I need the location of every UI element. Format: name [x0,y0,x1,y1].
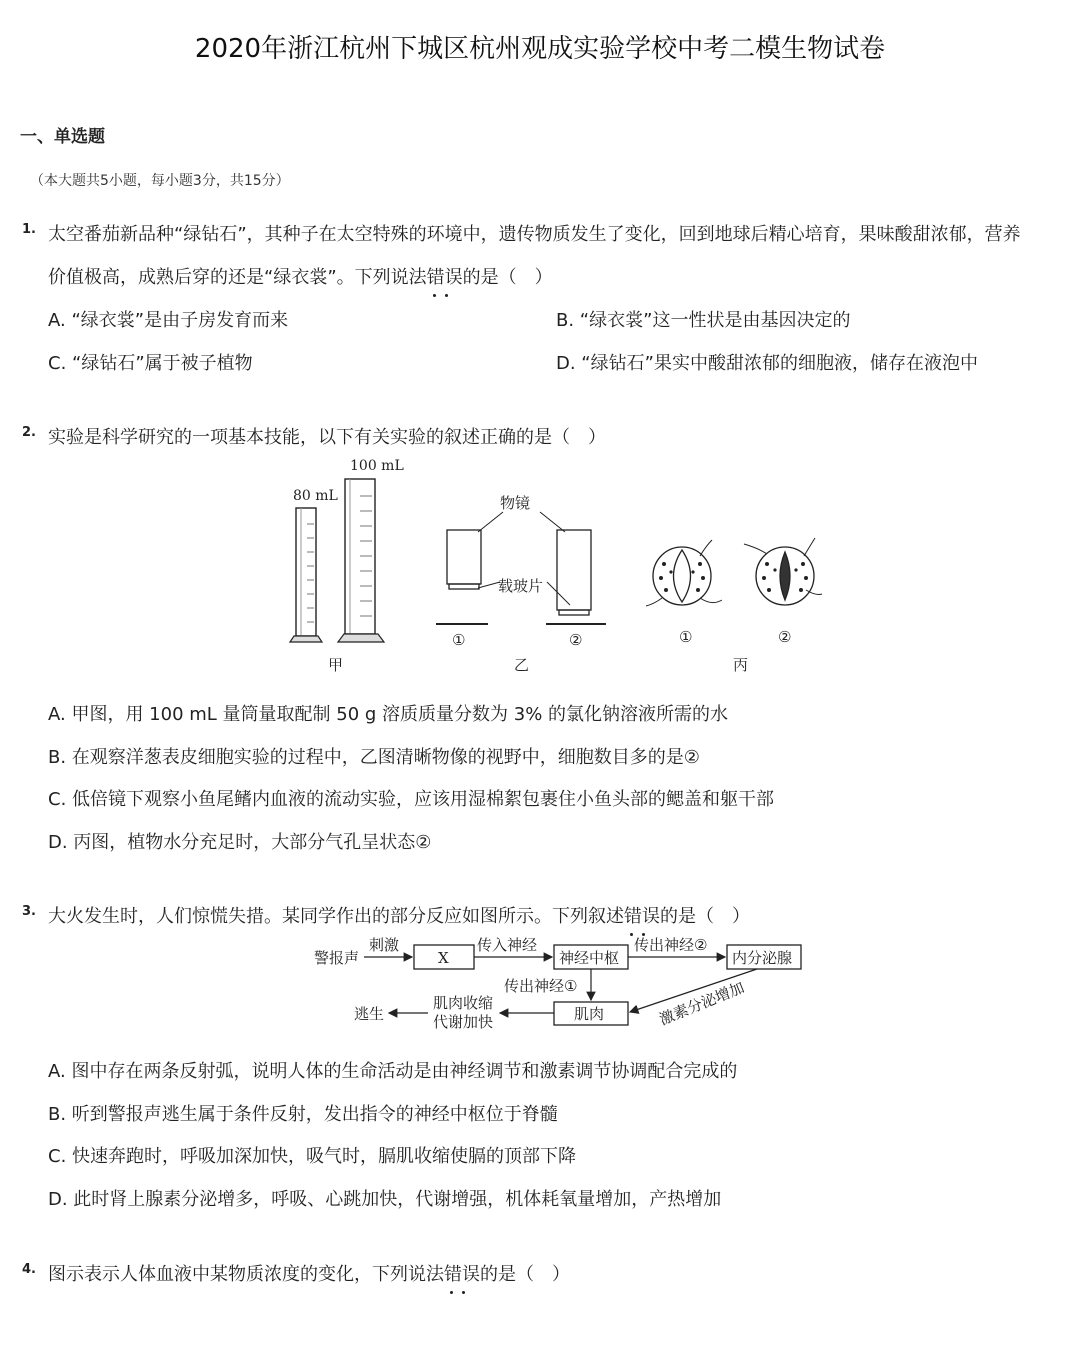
q2-option-a[interactable]: A. 甲图，用 100 mL 量筒量取配制 50 g 溶质质量分数为 3% 的氯化钠溶液所需的水 [48,704,729,725]
stoma-open [646,540,722,606]
label-hormone: 激素分泌增加 [656,978,747,1029]
stoma-1-number: ① [679,628,693,646]
question-number-1: 1. [22,222,36,237]
q3-stem [48,902,750,928]
objective-2-number: ② [569,631,583,649]
question-number-2: 2. [22,425,36,440]
cylinder-100ml [338,479,384,642]
question-number-3: 3. [22,904,36,919]
cylinder-80ml [290,508,322,642]
label-escape: 逃生 [354,1005,385,1023]
q1-stem-line2 [48,263,553,289]
figure-yi-label: 乙 [514,656,530,674]
q2-option-b[interactable]: B. 在观察洋葱表皮细胞实验的过程中，乙图清晰物像的视野中，细胞数目多的是② [48,747,700,768]
section-note: （本大题共5小题，每小题3分，共15分） [30,173,290,189]
label-afferent: 传入神经 [477,936,538,954]
objective-1 [436,530,488,624]
q3-reflex-diagram [300,928,820,1038]
q1-option-c[interactable]: C. “绿钻石”属于被子植物 [48,353,253,374]
section-heading: 一、单选题 [20,127,105,147]
q3-option-c[interactable]: C. 快速奔跑时，呼吸加深加快，吸气时，膈肌收缩使膈的顶部下降 [48,1146,577,1167]
label-alarm: 警报声 [314,949,360,967]
objective-label: 物镜 [500,494,531,512]
page-title: 2020年浙江杭州下城区杭州观成实验学校中考二模生物试卷 [194,34,886,64]
objective-1-number: ① [452,631,466,649]
figure-bing-label: 丙 [733,656,749,674]
label-metabolism: 代谢加快 [433,1013,494,1031]
stoma-2-number: ② [778,628,792,646]
slide-label: 载玻片 [498,577,544,595]
stoma-closed [744,538,822,605]
label-stimulus: 刺激 [369,936,400,954]
q3-option-a[interactable]: A. 图中存在两条反射弧，说明人体的生命活动是由神经调节和激素调节协调配合完成的 [48,1061,738,1082]
q2-stem: 实验是科学研究的一项基本技能，以下有关实验的叙述正确的是（ ） [48,427,606,448]
q1-stem-part-a: 价值极高，成熟后穿的还是“绿衣裳”。下列说法 [48,267,427,288]
q2-option-c[interactable]: C. 低倍镜下观察小鱼尾鳍内血液的流动实验，应该用湿棉絮包裹住小鱼头部的鳃盖和躯干部 [48,789,775,810]
q1-option-a[interactable]: A. “绿衣裳”是由子房发育而来 [48,310,289,331]
q4-stem-part-c: 的是（ ） [480,1264,570,1285]
q3-option-b[interactable]: B. 听到警报声逃生属于条件反射，发出指令的神经中枢位于脊髓 [48,1104,558,1125]
q3-option-d[interactable]: D. 此时肾上腺素分泌增多，呼吸、心跳加快，代谢增强，机体耗氧量增加，产热增加 [48,1189,722,1210]
figure-jia-label: 甲 [328,656,344,674]
q3-stem-part-c: 的是（ ） [660,906,750,927]
q2-option-d[interactable]: D. 丙图，植物水分充足时，大部分气孔呈状态② [48,832,432,853]
label-endocrine: 内分泌腺 [732,949,793,967]
q1-option-b[interactable]: B. “绿衣裳”这一性状是由基因决定的 [556,310,851,331]
q4-emphasis: 错误 [444,1264,480,1285]
q4-stem [48,1260,570,1286]
q3-stem-part-a: 大火发生时，人们惊慌失措。某同学作出的部分反应如图所示。下列叙述 [48,906,624,927]
q1-emphasis: 错误 [426,267,463,288]
q3-emphasis: 错误 [624,906,660,927]
cylinder-80ml-label: 80 mL [293,488,338,504]
label-contraction: 肌肉收缩 [433,994,494,1012]
q4-stem-part-a: 图示表示人体血液中某物质浓度的变化，下列说法 [48,1264,444,1285]
question-number-4: 4. [22,1262,36,1277]
q1-stem-line1: 太空番茄新品种“绿钻石”，其种子在太空特殊的环境中，遗传物质发生了变化，回到地球后精心培育，果味酸甜浓郁，营养 [48,224,1021,245]
label-efferent-1: 传出神经① [504,977,578,995]
objective-2 [546,530,606,624]
q1-option-d[interactable]: D. “绿钻石”果实中酸甜浓郁的细胞液，储存在液泡中 [556,353,978,374]
label-efferent-2: 传出神经② [634,936,708,954]
cylinder-100ml-label: 100 mL [350,458,404,474]
label-center: 神经中枢 [559,949,620,967]
label-muscle: 肌肉 [574,1005,605,1023]
label-x: X [438,949,449,967]
q2-figure [270,450,830,680]
q1-stem-part-c: 的是（ ） [462,267,553,288]
